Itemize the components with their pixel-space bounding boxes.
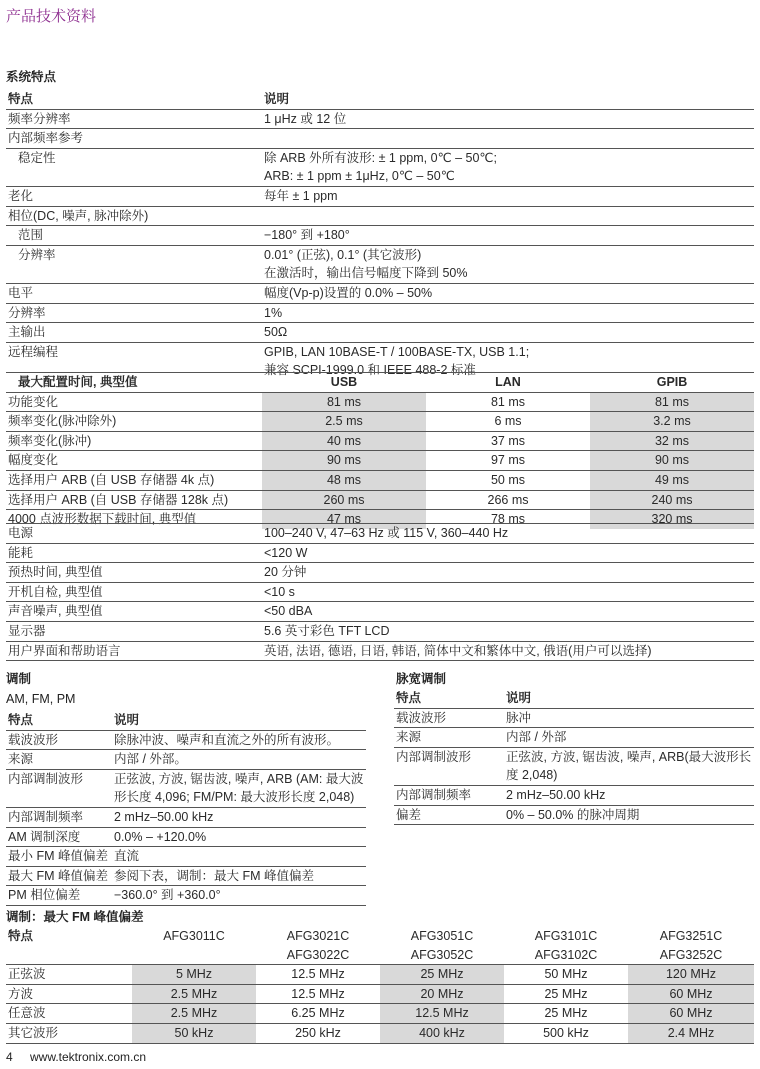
value-cell: 60 MHz (628, 1004, 754, 1024)
system-table (6, 90, 754, 380)
table-row (6, 769, 366, 807)
value-cell: 120 MHz (628, 965, 754, 985)
feature-cell: 内部频率参考 (6, 129, 262, 149)
table-header-row (6, 946, 754, 965)
fm-table-title: 调制：最大 FM 峰值偏差 (6, 910, 144, 924)
table-row (6, 641, 754, 661)
feature-cell: 电平 (6, 283, 262, 303)
col-feature: 特点 (8, 92, 34, 106)
feature-cell: 4000 点波形数据下载时间, 典型值 (6, 510, 262, 529)
value-cell: 60 MHz (628, 984, 754, 1004)
value-cell (262, 129, 754, 149)
value-cell: 12.5 MHz (256, 965, 380, 985)
usb-cell: 47 ms (262, 510, 426, 529)
table-row (6, 264, 754, 283)
value-cell: 500 kHz (504, 1023, 628, 1043)
feature-cell: 声音噪声, 典型值 (6, 602, 262, 622)
value-cell: 20 MHz (380, 984, 504, 1004)
value-cell: 50 kHz (132, 1023, 256, 1043)
table-row (394, 728, 754, 748)
page-number: 4 (6, 1050, 13, 1064)
value-cell: 12.5 MHz (380, 1004, 504, 1024)
table-row (6, 129, 754, 149)
fm-col-feature: 特点 (8, 929, 34, 943)
value-cell: 100–240 V, 47–63 Hz 或 115 V, 360–440 Hz (262, 524, 754, 544)
value-cell: 内部 / 外部。 (112, 750, 366, 770)
table-row (394, 708, 754, 728)
model-header: AFG3102C (534, 947, 598, 962)
gpib-cell: 32 ms (590, 431, 754, 451)
feature-cell: 分辨率 (6, 303, 262, 323)
footer (6, 1050, 146, 1064)
system-table-2 (6, 523, 754, 661)
lan-cell: 266 ms (426, 490, 590, 510)
modulation-table (6, 711, 366, 906)
value-cell: 25 MHz (504, 984, 628, 1004)
value-cell: 12.5 MHz (256, 984, 380, 1004)
pwm-col-feature: 特点 (396, 691, 422, 705)
model-header: AFG3011C (163, 929, 225, 943)
table-row (6, 283, 754, 303)
value-cell (262, 206, 754, 226)
value-cell: 除脉冲波、噪声和直流之外的所有波形。 (112, 730, 366, 750)
timing-table (6, 372, 754, 529)
feature-cell: 开机自检, 典型值 (6, 582, 262, 602)
model-header: AFG3021C (286, 929, 350, 943)
col-desc: 说明 (264, 92, 290, 106)
feature-cell: 最大 FM 峰值偏差 (6, 866, 112, 886)
feature-cell: 正弦波 (6, 965, 132, 985)
feature-cell: 频率分辨率 (6, 109, 262, 129)
modulation-title: 调制 (6, 672, 32, 686)
gpib-cell: 81 ms (590, 392, 754, 412)
value-cell: 400 kHz (380, 1023, 504, 1043)
feature-cell: 远程编程 (6, 342, 262, 361)
table-row (6, 470, 754, 490)
timing-head-lan: LAN (426, 373, 590, 393)
lan-cell: 78 ms (426, 510, 590, 529)
feature-cell: 分辨率 (6, 245, 262, 264)
value-cell: −360.0° 到 +360.0° (112, 886, 366, 906)
value-cell: 0.0% – +120.0% (112, 827, 366, 847)
mod-col-feature: 特点 (8, 713, 34, 727)
table-row (6, 167, 754, 186)
table-row (6, 827, 366, 847)
table-row (6, 109, 754, 129)
mod-col-desc: 说明 (114, 713, 140, 727)
table-row (6, 342, 754, 361)
feature-cell: 选择用户 ARB (自 USB 存储器 4k 点) (6, 470, 262, 490)
table-row (6, 965, 754, 985)
gpib-cell: 3.2 ms (590, 412, 754, 432)
lan-cell: 97 ms (426, 451, 590, 471)
usb-cell: 81 ms (262, 392, 426, 412)
table-row (6, 186, 754, 206)
footer-url[interactable]: www.tektronix.com.cn (30, 1050, 147, 1064)
value-cell: 50Ω (262, 323, 754, 343)
value-cell: 脉冲 (504, 708, 754, 728)
feature-cell: 内部调制波形 (6, 769, 112, 807)
value-cell: 5 MHz (132, 965, 256, 985)
page-header: 产品技术资料 (6, 8, 97, 25)
table-row (6, 543, 754, 563)
feature-cell: 显示器 (6, 621, 262, 641)
value-cell: 英语, 法语, 德语, 日语, 韩语, 简体中文和繁体中文, 俄语(用户可以选择) (262, 641, 754, 661)
feature-cell: 范围 (6, 226, 262, 246)
table-row (6, 984, 754, 1004)
table-row (6, 807, 366, 827)
feature-cell: 内部调制频率 (6, 807, 112, 827)
gpib-cell: 320 ms (590, 510, 754, 529)
table-row (6, 621, 754, 641)
value-cell: 直流 (112, 847, 366, 867)
feature-cell: 幅度变化 (6, 451, 262, 471)
value-cell: 正弦波, 方波, 锯齿波, 噪声, ARB(最大波形长度 2,048) (504, 747, 754, 785)
feature-cell: PM 相位偏差 (6, 886, 112, 906)
feature-cell: 主输出 (6, 323, 262, 343)
table-row (394, 805, 754, 825)
value-cell: 2.4 MHz (628, 1023, 754, 1043)
value-cell: 5.6 英寸彩色 TFT LCD (262, 621, 754, 641)
feature-cell (6, 167, 262, 186)
model-header: AFG3052C (410, 947, 474, 962)
feature-cell: 任意波 (6, 1004, 132, 1024)
table-row (6, 750, 366, 770)
value-cell: 25 MHz (504, 1004, 628, 1024)
table-row (6, 847, 366, 867)
table-row (6, 226, 754, 246)
model-header: AFG3022C (286, 947, 350, 962)
feature-cell: 能耗 (6, 543, 262, 563)
lan-cell: 81 ms (426, 392, 590, 412)
table-row (6, 1023, 754, 1043)
feature-cell: 选择用户 ARB (自 USB 存储器 128k 点) (6, 490, 262, 510)
model-header (132, 946, 256, 965)
usb-cell: 40 ms (262, 431, 426, 451)
table-row (6, 245, 754, 264)
table-row (6, 451, 754, 471)
table-row (6, 490, 754, 510)
gpib-cell: 49 ms (590, 470, 754, 490)
feature-cell: 方波 (6, 984, 132, 1004)
gpib-cell: 240 ms (590, 490, 754, 510)
pwm-table (394, 689, 754, 825)
feature-cell: 预热时间, 典型值 (6, 563, 262, 583)
table-row (6, 303, 754, 323)
value-cell: 幅度(Vp-p)设置的 0.0% – 50% (262, 283, 754, 303)
value-cell: 2.5 MHz (132, 1004, 256, 1024)
feature-cell: 功能变化 (6, 392, 262, 412)
table-header-row (6, 927, 754, 946)
pwm-title: 脉宽调制 (396, 672, 447, 686)
value-cell: 兼容 SCPI-1999.0 和 IEEE 488-2 标准 (264, 363, 476, 378)
table-row (6, 431, 754, 451)
value-cell: 1% (262, 303, 754, 323)
pwm-col-desc: 说明 (506, 691, 532, 705)
table-row (6, 886, 366, 906)
value-cell: 250 kHz (256, 1023, 380, 1043)
feature-cell: 老化 (6, 186, 262, 206)
value-cell: 25 MHz (380, 965, 504, 985)
model-header: AFG3051C (410, 929, 474, 943)
timing-head-gpib: GPIB (590, 373, 754, 393)
value-cell: <10 s (262, 582, 754, 602)
value-cell: 在激活时，输出信号幅度下降到 50% (264, 266, 468, 281)
value-cell: 0% – 50.0% 的脉冲周期 (504, 805, 754, 825)
feature-cell: 内部调制波形 (394, 747, 504, 785)
value-cell: 6.25 MHz (256, 1004, 380, 1024)
value-cell: 每年 ± 1 ppm (262, 186, 754, 206)
value-cell: 2 mHz–50.00 kHz (504, 785, 754, 805)
lan-cell: 50 ms (426, 470, 590, 490)
usb-cell: 48 ms (262, 470, 426, 490)
table-row (6, 1004, 754, 1024)
table-row (6, 206, 754, 226)
modulation-subtitle: AM, FM, PM (6, 692, 76, 706)
feature-cell: 稳定性 (6, 148, 262, 167)
feature-cell: 电源 (6, 524, 262, 544)
value-cell: 0.01° (正弦), 0.1° (其它波形) (262, 245, 754, 264)
lan-cell: 6 ms (426, 412, 590, 432)
feature-cell: AM 调制深度 (6, 827, 112, 847)
model-header: AFG3101C (534, 929, 598, 943)
lan-cell: 37 ms (426, 431, 590, 451)
feature-cell: 频率变化(脉冲除外) (6, 412, 262, 432)
value-cell: <120 W (262, 543, 754, 563)
table-row (6, 582, 754, 602)
table-row (6, 412, 754, 432)
value-cell: GPIB, LAN 10BASE-T / 100BASE-TX, USB 1.1; (262, 342, 754, 361)
value-cell: 1 μHz 或 12 位 (262, 109, 754, 129)
usb-cell: 260 ms (262, 490, 426, 510)
feature-cell: 相位(DC, 噪声, 脉冲除外) (6, 206, 262, 226)
model-header: AFG3251C (659, 929, 723, 943)
usb-cell: 2.5 ms (262, 412, 426, 432)
value-cell: 2.5 MHz (132, 984, 256, 1004)
table-row (6, 148, 754, 167)
table-row (394, 747, 754, 785)
gpib-cell: 90 ms (590, 451, 754, 471)
table-row (6, 392, 754, 412)
fm-col-blank (6, 946, 132, 965)
feature-cell: 来源 (394, 728, 504, 748)
value-cell: 正弦波, 方波, 锯齿波, 噪声, ARB (AM: 最大波形长度 4,096; FM/PM: 最大波形长度 2,048) (112, 769, 366, 807)
value-cell: 2 mHz–50.00 kHz (112, 807, 366, 827)
value-cell: 内部 / 外部 (504, 728, 754, 748)
feature-cell: 载波波形 (394, 708, 504, 728)
timing-head-usb: USB (262, 373, 426, 393)
table-row (6, 866, 366, 886)
fm-deviation-table (6, 927, 754, 1044)
feature-cell: 其它波形 (6, 1023, 132, 1043)
feature-cell: 内部调制频率 (394, 785, 504, 805)
feature-cell: 用户界面和帮助语言 (6, 641, 262, 661)
value-cell: 除 ARB 外所有波形: ± 1 ppm, 0℃ – 50℃; (262, 148, 754, 167)
table-row (6, 323, 754, 343)
timing-head-label: 最大配置时间, 典型值 (6, 373, 262, 393)
value-cell: <50 dBA (262, 602, 754, 622)
value-cell: −180° 到 +180° (262, 226, 754, 246)
feature-cell: 来源 (6, 750, 112, 770)
feature-cell: 偏差 (394, 805, 504, 825)
feature-cell: 载波波形 (6, 730, 112, 750)
system-section-title: 系统特点 (6, 70, 57, 84)
feature-cell: 频率变化(脉冲) (6, 431, 262, 451)
value-cell: 50 MHz (504, 965, 628, 985)
value-cell: ARB: ± 1 ppm ± 1μHz, 0℃ – 50℃ (264, 169, 455, 184)
table-row (6, 563, 754, 583)
value-cell: 参阅下表，调制：最大 FM 峰值偏差 (112, 866, 366, 886)
model-header: AFG3252C (659, 947, 723, 962)
usb-cell: 90 ms (262, 451, 426, 471)
feature-cell (6, 264, 262, 283)
table-row (6, 524, 754, 544)
table-row (6, 730, 366, 750)
table-row (394, 785, 754, 805)
value-cell: 20 分钟 (262, 563, 754, 583)
table-row (6, 602, 754, 622)
feature-cell: 最小 FM 峰值偏差 (6, 847, 112, 867)
